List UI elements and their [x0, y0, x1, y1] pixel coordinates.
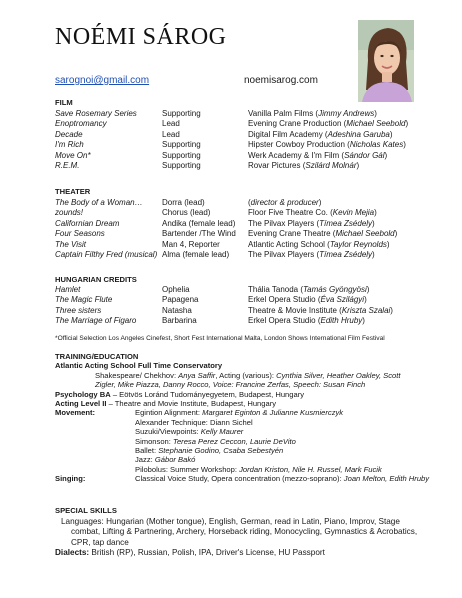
credit-title: Save Rosemary Series: [55, 109, 137, 118]
credit-company: Theatre & Movie Institute (Kriszta Szalai): [248, 305, 393, 315]
degree-text: – Theatre and Movie Institute, Budapest, Hungary: [106, 399, 277, 409]
film-heading: FILM: [55, 98, 73, 107]
credit-row: [55, 250, 435, 260]
headshot-photo: [358, 20, 414, 102]
credit-row: [55, 109, 435, 119]
movement-line: [55, 408, 435, 417]
credit-row: [55, 161, 435, 171]
credit-role: Lead: [162, 129, 180, 139]
credit-row: [55, 208, 435, 218]
movement-line: [55, 455, 435, 464]
credit-role: Papagena: [162, 295, 199, 305]
theater-table: [55, 198, 435, 260]
website-text: noemisarog.com: [244, 75, 318, 86]
skills-line: CPR, tap dance: [71, 537, 129, 547]
credit-role: Supporting: [162, 160, 201, 170]
company-name: Evening Crane Production: [248, 119, 342, 129]
credit-company: (director & producer): [248, 198, 322, 207]
course-label: Simonson:: [135, 436, 173, 446]
conservatory-line-cont: [55, 380, 435, 389]
movement-line: [55, 446, 435, 455]
psychology-line: [55, 390, 435, 399]
training-heading: TRAINING/EDUCATION: [55, 352, 139, 361]
credit-person: Nicholas Kates: [349, 140, 404, 150]
course-label: , Acting (various):: [215, 370, 277, 380]
credit-person: Michael Seebold: [346, 119, 406, 129]
credit-title: The Visit: [55, 239, 86, 249]
credit-row: [55, 285, 435, 295]
credit-title: The Magic Flute: [55, 295, 113, 305]
movement-line: [55, 418, 435, 427]
credit-role: Supporting: [162, 109, 201, 118]
dialects-text: British (RP), Russian, Polish, IPA, Driver's License, HU Passport: [89, 548, 325, 558]
credit-company: Evening Crane Production (Michael Seebold): [248, 119, 409, 129]
credit-row: [55, 130, 435, 140]
credit-person: Jimmy Andrews: [318, 109, 375, 118]
credit-person: Adeshina Garuba: [327, 129, 390, 139]
company-name: Erkel Opera Studio: [248, 316, 316, 326]
movement-line: [55, 465, 435, 474]
credit-person: Sándor Gál: [344, 150, 385, 160]
teacher-names: Gábor Bakó: [154, 455, 196, 465]
email-link[interactable]: sarognoi@gmail.com: [55, 75, 150, 86]
teacher-names: Zigler, Mike Piazza, Danny Rocco, Voice: Francine Zerfas, Speech: Susan Finch: [95, 380, 366, 390]
credit-row: [55, 240, 435, 250]
credit-company: Werk Academy & I'm Film (Sándor Gál): [248, 150, 388, 160]
company-name: Hipster Cowboy Production: [248, 140, 345, 150]
credit-company: Erkel Opera Studio (Éva Szilágyi): [248, 295, 367, 305]
credit-company: The Pilvax Players (Tímea Zsédely): [248, 249, 375, 259]
credit-role: Dorra (lead): [162, 198, 205, 207]
credit-title: Four Seasons: [55, 229, 105, 239]
course-label: Egintion Alignment:: [135, 408, 203, 418]
headshot-image: [358, 20, 414, 102]
course-label: Suzuki/Viewpoints:: [135, 427, 201, 437]
conservatory-line: [55, 371, 435, 380]
credit-role: Alma (female lead): [162, 249, 230, 259]
degree-label: Acting Level II: [55, 399, 107, 409]
credit-role: Bartender /The Wind: [162, 229, 236, 239]
course-label: Alexander Technique: Diann Sichel: [135, 417, 253, 427]
teacher-names: Stephanie Godino, Csaba Sebestyén: [158, 446, 284, 456]
credit-title: The Marriage of Figaro: [55, 316, 137, 326]
credit-title: Hamlet: [55, 285, 81, 294]
company-name: Atlantic Acting School: [248, 239, 325, 249]
credit-company: Rovar Pictures (Szilárd Molnár): [248, 160, 360, 170]
company-name: Vanilla Palm Films: [248, 109, 314, 118]
skills-line: Languages: Hungarian (Mother tongue), English, German, read in Latin, Piano, Improv, Stage: [61, 516, 400, 526]
credit-row: [55, 219, 435, 229]
credit-row: [55, 198, 435, 208]
credit-role: Supporting: [162, 150, 201, 160]
teacher-names: Anya Saffir: [178, 370, 216, 380]
credit-row: [55, 306, 435, 316]
credit-title: R.E.M.: [55, 160, 80, 170]
credit-person: Tamás Gyöngyösi: [303, 285, 367, 294]
teacher-names: Cynthia Silver, Heather Oakley, Scott: [276, 370, 401, 380]
film-table: [55, 109, 435, 171]
company-name: Werk Academy & I'm Film: [248, 150, 340, 160]
credit-company: Vanilla Palm Films (Jimmy Andrews): [248, 109, 377, 118]
company-name: Thália Tanoda: [248, 285, 299, 294]
company-name: The Pilvax Players: [248, 218, 315, 228]
company-name: Digital Film Academy: [248, 129, 323, 139]
credit-role: Man 4, Reporter: [162, 239, 220, 249]
credit-row: [55, 229, 435, 239]
credit-person: Edith Hruby: [320, 316, 363, 326]
credit-person: director & producer: [250, 198, 319, 207]
credit-person: Tímea Zsédely: [319, 218, 373, 228]
credit-company: Floor Five Theatre Co. (Kevin Mejia): [248, 208, 377, 218]
course-label: Jazz:: [135, 455, 155, 465]
credit-row: [55, 140, 435, 150]
credit-person: Éva Szilágyi: [320, 295, 365, 305]
movement-line: [55, 427, 435, 436]
hungarian-heading: HUNGARIAN CREDITS: [55, 275, 137, 284]
course-label: Shakespeare/ Chekhov:: [95, 370, 179, 380]
festival-footnote: *Official Selection Los Angeles Cinefest, Short Fest International Malta, London Shows International Film Festival: [55, 335, 385, 342]
credit-person: Tímea Zsédely: [319, 249, 373, 259]
movement-line: [55, 437, 435, 446]
skills-section: [55, 506, 435, 559]
credit-role: Lead: [162, 119, 180, 129]
credit-company: Evening Crane Theatre (Michael Seebold): [248, 229, 398, 239]
credit-role: Andika (female lead): [162, 218, 236, 228]
credit-title: Californian Dream: [55, 218, 120, 228]
credit-person: Kevin Mejia: [332, 208, 375, 218]
credit-title: Captain Filthy Fred (musical): [55, 249, 158, 259]
training-section: [55, 352, 435, 484]
credit-person: Michael Seebold: [335, 229, 395, 239]
credit-company: Digital Film Academy (Adeshina Garuba): [248, 129, 393, 139]
acting-level-line: [55, 399, 435, 408]
course-label: Ballet:: [135, 446, 159, 456]
credit-title: Three sisters: [55, 305, 102, 315]
credit-role: Barbarina: [162, 316, 197, 326]
credit-row: [55, 295, 435, 305]
credit-company: Atlantic Acting School (Taylor Reynolds): [248, 239, 390, 249]
credit-role: Supporting: [162, 140, 201, 150]
credit-company: The Pilvax Players (Tímea Zsédely): [248, 218, 375, 228]
credit-person: Kriszta Szalai: [341, 305, 391, 315]
degree-text: – Eötvös Loránd Tudományegyetem, Budapest, Hungary: [110, 389, 305, 399]
credit-role: Ophelia: [162, 285, 190, 294]
teacher-names: Joan Melton, Edith Hruby: [343, 474, 430, 484]
skills-heading: SPECIAL SKILLS: [55, 506, 117, 515]
teacher-names: Margaret Eginton & Julianne Kusmierczyk: [202, 408, 344, 418]
credit-title: The Body of a Woman…: [55, 198, 143, 207]
credit-company: Erkel Opera Studio (Edith Hruby): [248, 316, 365, 326]
credit-row: [55, 119, 435, 129]
credit-company: Hipster Cowboy Production (Nicholas Kates): [248, 140, 406, 150]
company-name: The Pilvax Players: [248, 249, 315, 259]
credit-title: zounds!: [55, 208, 84, 218]
credit-title: Decade: [55, 129, 83, 139]
company-name: Evening Crane Theatre: [248, 229, 331, 239]
credit-title: Enoptromancy: [55, 119, 107, 129]
dialects-line: [55, 548, 435, 559]
credit-role: Natasha: [162, 305, 192, 315]
course-label: Pilobolus: Summer Workshop:: [135, 464, 240, 474]
singing-line: [55, 474, 435, 483]
credit-person: Szilárd Molnár: [305, 160, 357, 170]
theater-heading: THEATER: [55, 187, 91, 196]
singing-label: Singing:: [55, 474, 86, 484]
credit-row: [55, 316, 435, 326]
company-name: Rovar Pictures: [248, 160, 301, 170]
course-label: Classical Voice Study, Opera concentration (mezzo-soprano):: [135, 474, 344, 484]
teacher-names: Kelly Maurer: [200, 427, 244, 437]
credit-person: Taylor Reynolds: [329, 239, 387, 249]
school-name: Atlantic Acting School Full Time Conservatory: [55, 361, 223, 371]
movement-label: Movement:: [55, 408, 96, 418]
credit-row: [55, 151, 435, 161]
dialects-label: Dialects:: [55, 548, 90, 558]
company-name: Floor Five Theatre Co.: [248, 208, 328, 218]
hungarian-table: [55, 285, 435, 327]
company-name: Erkel Opera Studio: [248, 295, 316, 305]
actor-name: NOÉMI SÁROG: [55, 24, 227, 50]
credit-company: Thália Tanoda (Tamás Gyöngyösi): [248, 285, 370, 294]
company-name: Theatre & Movie Institute: [248, 305, 337, 315]
teacher-names: Teresa Perez Ceccon, Laurie DeVito: [173, 436, 296, 446]
credit-title: Move On*: [55, 150, 91, 160]
credit-role: Chorus (lead): [162, 208, 211, 218]
degree-label: Psychology BA: [55, 389, 111, 399]
credit-title: I'm Rich: [55, 140, 84, 150]
teacher-names: Jordan Kriston, Nile H. Russel, Mark Fucik: [239, 464, 382, 474]
skills-line: combat, Lifting & Partnering, Archery, Horseback riding, Monocycling, Gymnastics & Acrobatics,: [71, 527, 418, 537]
